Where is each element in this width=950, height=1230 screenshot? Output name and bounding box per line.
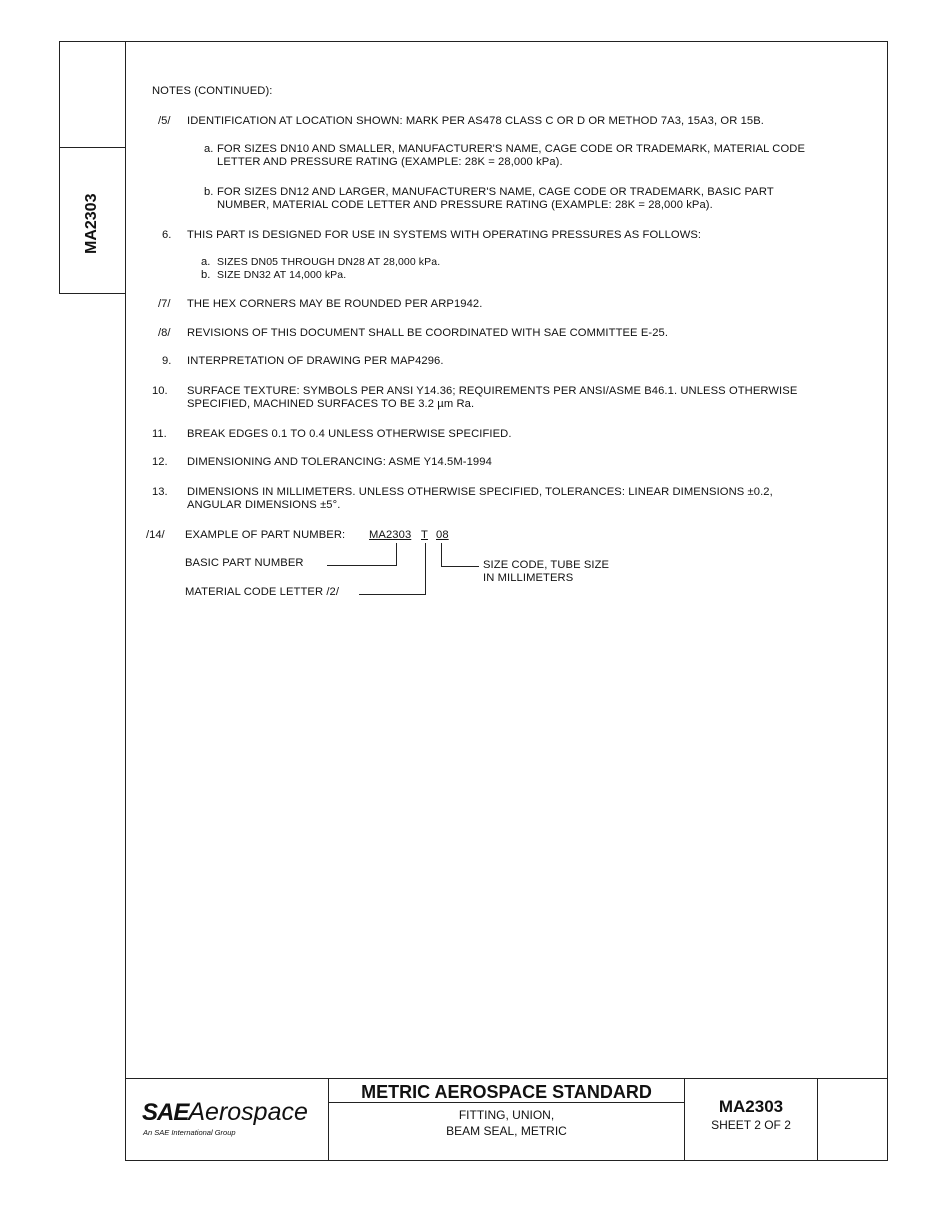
doc-description-1: FITTING, UNION, (458, 1108, 555, 1122)
material-code-label: MATERIAL CODE LETTER /2/ (185, 586, 340, 598)
sub-letter: a. (204, 143, 214, 155)
sub-text: LETTER AND PRESSURE RATING (EXAMPLE: 28K = 28,000 kPa). (217, 156, 563, 168)
notes-header: NOTES (CONTINUED): (152, 85, 273, 97)
part-basic-code: MA2303 (369, 529, 412, 541)
sub-text: FOR SIZES DN12 AND LARGER, MANUFACTURER'S NAME, CAGE CODE OR TRADEMARK, BASIC PART (217, 186, 774, 198)
part-size-code: 08 (436, 529, 449, 541)
note-number: /7/ (158, 298, 171, 310)
note-number: 6. (162, 229, 172, 241)
tab-bottom (59, 293, 126, 294)
frame-top-border (59, 41, 888, 42)
note-number: 13. (152, 486, 168, 498)
standard-title: METRIC AEROSPACE STANDARD (361, 1082, 652, 1102)
frame-left-tab-border (59, 41, 60, 294)
note-text: REVISIONS OF THIS DOCUMENT SHALL BE COORDINATED WITH SAE COMMITTEE E-25. (187, 327, 669, 339)
note-number: 9. (162, 355, 172, 367)
logo-aerospace-text: Aerospace (188, 1098, 308, 1126)
leader-size-v (441, 543, 442, 567)
logo-sae-text: SAE (142, 1099, 189, 1126)
sub-text: SIZE DN32 AT 14,000 kPa. (217, 269, 347, 281)
sub-text: SIZES DN05 THROUGH DN28 AT 28,000 kPa. (217, 256, 441, 268)
sub-letter: b. (201, 269, 211, 281)
titleblock-top (125, 1078, 888, 1079)
logo-tagline: An SAE International Group (143, 1128, 236, 1137)
leader-material-h (359, 594, 426, 595)
note-text: SURFACE TEXTURE: SYMBOLS PER ANSI Y14.36; REQUIREMENTS PER ANSI/ASME B46.1. UNLESS OTHERWISE (187, 385, 798, 397)
basic-part-label: BASIC PART NUMBER (185, 557, 304, 569)
leader-basic-v (396, 543, 397, 566)
note-number: 12. (152, 456, 168, 468)
leader-size-h (441, 566, 479, 567)
sae-logo (142, 1098, 308, 1127)
note-text: IDENTIFICATION AT LOCATION SHOWN: MARK PER AS478 CLASS C OR D OR METHOD 7A3, 15A3, OR 15B. (187, 115, 764, 127)
frame-right-border (887, 41, 888, 1161)
sheet-number: SHEET 2 OF 2 (711, 1118, 791, 1132)
note-text: ANGULAR DIMENSIONS ±5°. (187, 499, 341, 511)
note-text: SPECIFIED, MACHINED SURFACES TO BE 3.2 µm Ra. (187, 398, 475, 410)
note-text: DIMENSIONS IN MILLIMETERS. UNLESS OTHERWISE SPECIFIED, TOLERANCES: LINEAR DIMENSIONS ±0.2, (187, 486, 773, 498)
note-text: EXAMPLE OF PART NUMBER: (185, 529, 346, 541)
titleblock-doc-id: MA2303 (718, 1097, 784, 1116)
note-number: /5/ (158, 115, 171, 127)
frame-main-left-border (125, 41, 126, 1161)
part-material-code: T (421, 529, 428, 541)
frame-bottom-border (125, 1160, 888, 1161)
sub-text: NUMBER, MATERIAL CODE LETTER AND PRESSURE RATING (EXAMPLE: 28K = 28,000 kPa). (217, 199, 713, 211)
leader-basic-h (327, 565, 397, 566)
leader-material-v (425, 543, 426, 595)
note-number: /8/ (158, 327, 171, 339)
doc-description-2: BEAM SEAL, METRIC (446, 1124, 567, 1138)
size-code-label: IN MILLIMETERS (483, 572, 574, 584)
sub-text: FOR SIZES DN10 AND SMALLER, MANUFACTURER'S NAME, CAGE CODE OR TRADEMARK, MATERIAL CODE (217, 143, 806, 155)
size-code-label: SIZE CODE, TUBE SIZE (483, 559, 610, 571)
titleblock-div3 (817, 1078, 818, 1161)
tab-divider (59, 147, 126, 148)
note-text: THIS PART IS DESIGNED FOR USE IN SYSTEMS WITH OPERATING PRESSURES AS FOLLOWS: (187, 229, 702, 241)
note-text: INTERPRETATION OF DRAWING PER MAP4296. (187, 355, 444, 367)
note-number: 11. (152, 428, 167, 440)
sub-letter: a. (201, 256, 211, 268)
note-text: DIMENSIONING AND TOLERANCING: ASME Y14.5M-1994 (187, 456, 492, 468)
note-text: THE HEX CORNERS MAY BE ROUNDED PER ARP1942. (187, 298, 483, 310)
note-number: /14/ (146, 529, 165, 541)
side-tab-doc-id: MA2303 (83, 193, 100, 254)
sub-letter: b. (204, 186, 214, 198)
note-text: BREAK EDGES 0.1 TO 0.4 UNLESS OTHERWISE SPECIFIED. (187, 428, 512, 440)
note-number: 10. (152, 385, 168, 397)
